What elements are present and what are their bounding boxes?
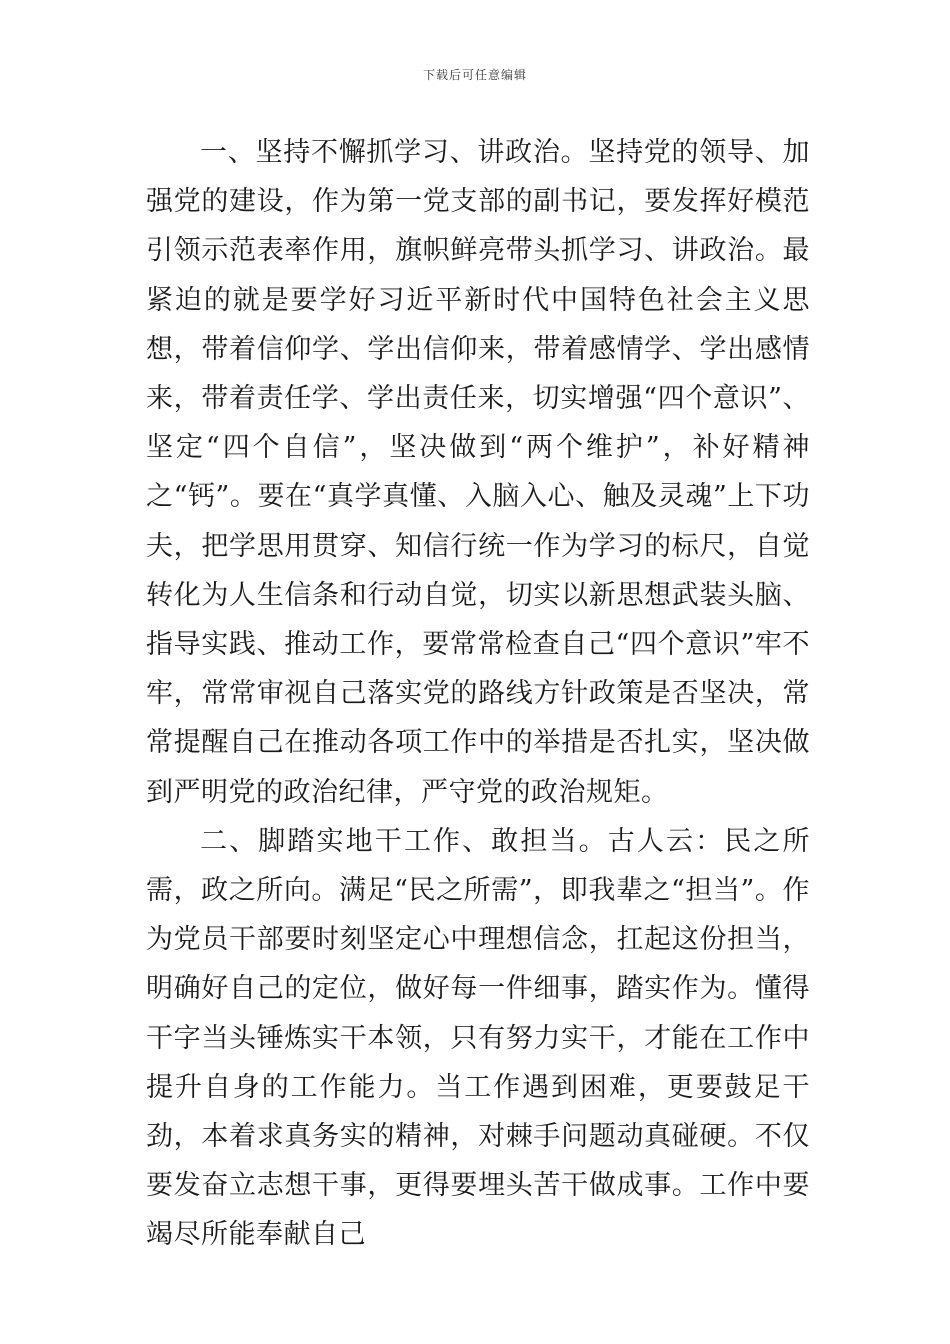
- header-note: 下载后可任意编辑: [422, 68, 527, 82]
- paragraph-2: 二、脚踏实地干工作、敢担当。古人云：民之所需，政之所向。满足“民之所需”，即我辈之“担当”。作为党员干部要时刻坚定心中理想信念，扛起这份担当，明确好自己的定位，做好每一件细事，踏实作为。懂得干字当头锤炼实干本领，只有努力实干，才能在工作中提升自身的工作能力。当工作遇到困难，更要鼓足干劲，本着求真务实的精神，对棘手问题动真碰硬。不仅要发奋立志想干事，更得要埋头苦干做成事。工作中要竭尽所能奉献自己: [146, 825, 810, 1251]
- document-body: [146, 128, 810, 1260]
- paragraph-1: 一、坚持不懈抓学习、讲政治。坚持党的领导、加强党的建设，作为第一党支部的副书记，要发挥好模范引领示范表率作用，旗帜鲜亮带头抓学习、讲政治。最紧迫的就是要学好习近平新时代中国特色社会主义思想，带着信仰学、学出信仰来，带着感情学、学出感情来，带着责任学、学出责任来，切实增强“四个意识”、坚定“四个自信”，坚决做到“两个维护”，补好精神之“钙”。要在“真学真懂、入脑入心、触及灵魂”上下功夫，把学思用贯穿、知信行统一作为学习的标尺，自觉转化为人生信条和行动自觉，切实以新思想武装头脑、指导实践、推动工作，要常常检查自己“四个意识”牢不牢，常常审视自己落实党的路线方针政策是否坚决，常常提醒自己在推动各项工作中的举措是否扎实，坚决做到严明党的政治纪律，严守党的政治规矩。: [146, 137, 810, 808]
